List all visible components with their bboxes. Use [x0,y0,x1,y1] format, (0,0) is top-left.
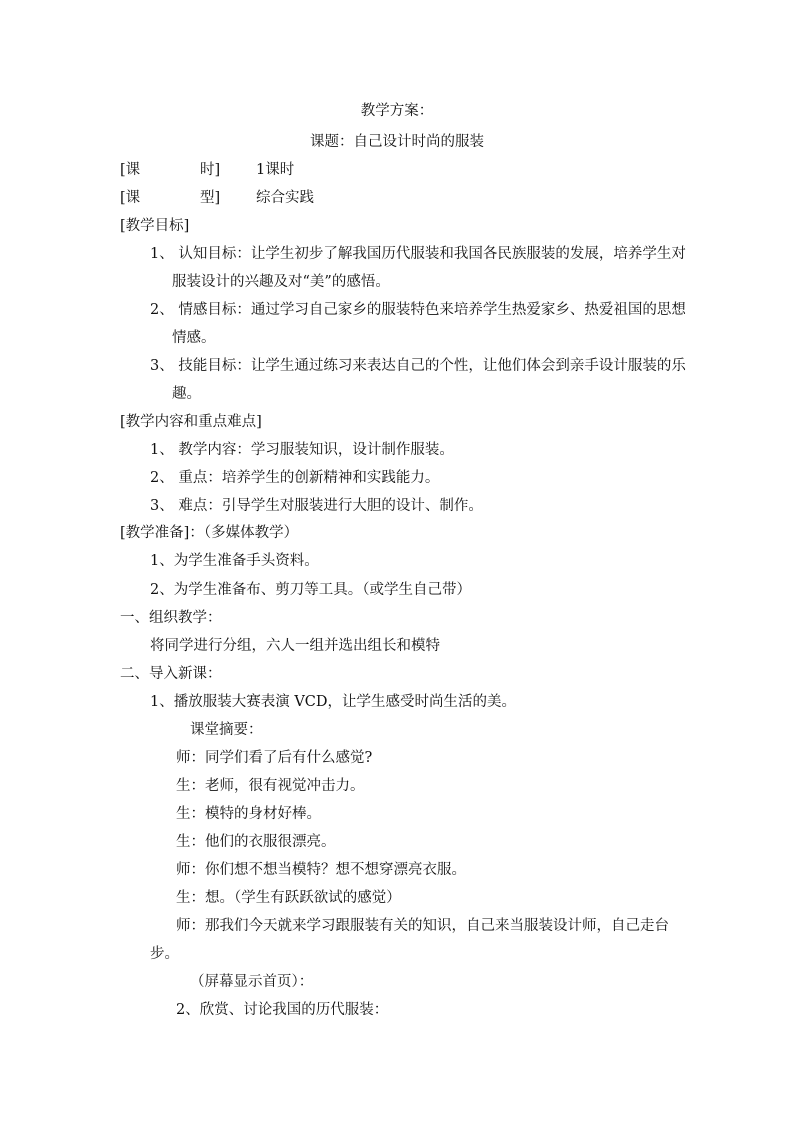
goal-item-2: 2、 情感目标：通过学习自己家乡的服装特色来培养学生热爱家乡、热爱祖国的思想情感。 [150,302,686,346]
prep-heading: [教学准备]：（多媒体教学） [120,525,299,541]
type-value: 综合实践 [256,190,314,206]
content-item-1: 1、 教学内容：学习服装知识，设计制作服装。 [150,442,454,458]
section2-heading: 二、导入新课： [120,666,222,682]
dialogue-line: 生：模特的身材好棒。 [176,806,321,822]
teacher-long-line: 师：那我们今天就来学习跟服装有关的知识，自己来当服装设计师，自己走台步。 [150,918,669,962]
period-label-b: 时] [200,162,221,178]
dialogue-line: 师：同学们看了后有什么感觉? [176,750,373,766]
page-title: 教学方案： [360,103,434,119]
goal-item-3: 3、 技能目标：让学生通过练习来表达自己的个性，让他们体会到亲手设计服装的乐趣。 [150,358,686,402]
goal-item-1: 1、 认知目标：让学生初步了解我国历代服装和我国各民族服装的发展，培养学生对服装设计的兴趣及对“美”的感悟。 [150,246,686,290]
lesson-subject: 课题：自己设计时尚的服装 [310,134,484,150]
section1-heading: 一、组织教学： [120,610,222,626]
summary-label: 课堂摘要： [190,722,263,738]
section1-text: 将同学进行分组，六人一组并选出组长和模特 [150,638,440,654]
dialogue-line: 师：你们想不想当模特？想不想穿漂亮衣服。 [176,862,466,878]
type-label-b: 型] [200,190,221,206]
goals-heading: [教学目标] [120,218,190,234]
dialogue-line: 生：老师，很有视觉冲击力。 [176,778,365,794]
type-label-a: [课 [120,190,141,206]
period-label-a: [课 [120,162,141,178]
section2-step1: 1、播放服装大赛表演 VCD，让学生感受时尚生活的美。 [150,694,517,710]
prep-item-1: 1、为学生准备手头资料。 [150,553,319,569]
screen-note: （屏幕显示首页）： [190,974,314,990]
period-value: 1课时 [256,162,295,178]
dialogue-line: 生：想。（学生有跃跃欲试的感觉） [176,890,401,906]
period-row [120,160,294,180]
dialogue-line: 生：他们的衣服很漂亮。 [176,834,336,850]
type-row [120,188,314,208]
content-item-3: 3、 难点：引导学生对服装进行大胆的设计、制作。 [150,498,483,514]
content-item-2: 2、 重点：培养学生的创新精神和实践能力。 [150,470,440,486]
section2-step2: 2、欣赏、讨论我国的历代服装： [176,1002,389,1018]
content-heading: [教学内容和重点难点] [120,414,262,430]
prep-item-2: 2、为学生准备布、剪刀等工具。（或学生自己带） [150,582,471,598]
